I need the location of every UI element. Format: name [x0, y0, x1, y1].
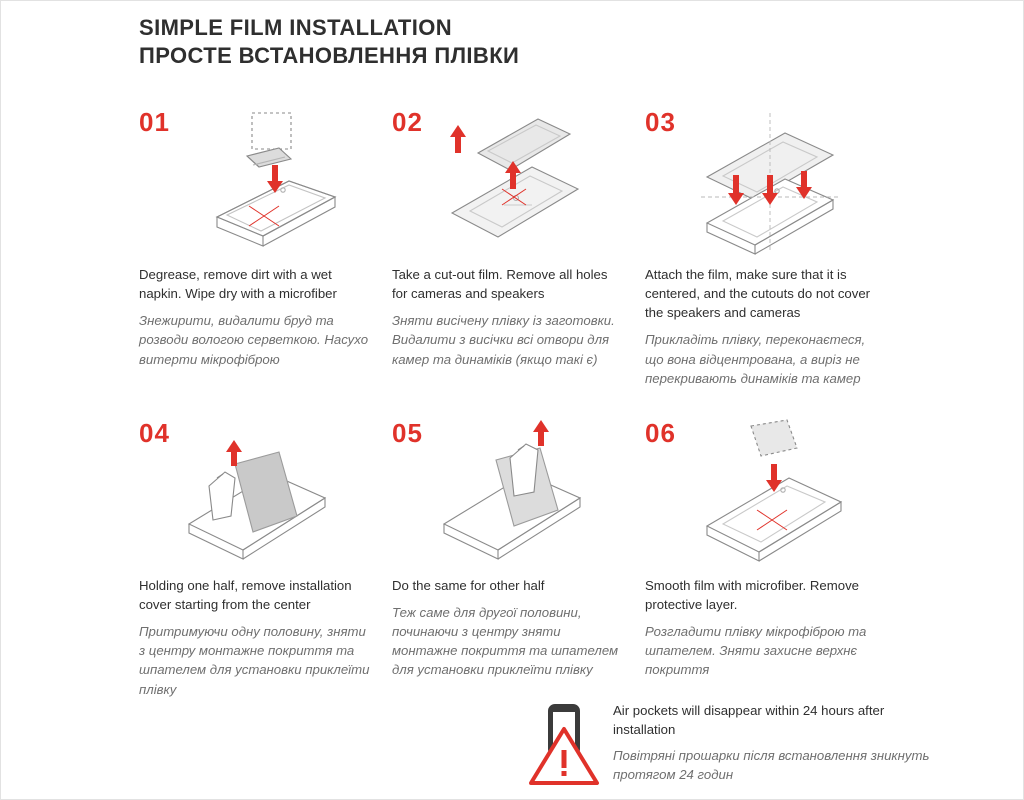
footer-text-en: Air pockets will disappear within 24 hours after installation — [613, 703, 885, 738]
step-illustration-peel-left — [139, 412, 371, 572]
step-text-uk: Знежирити, видалити бруд та розводи вологою серветкою. Насухо витерти мікрофіброю — [139, 313, 369, 367]
footer-text-uk: Повітряні прошарки після встановлення зникнуть протягом 24 годин — [613, 748, 930, 783]
step-illustration-attach — [645, 101, 877, 261]
step-illustration-degrease — [139, 101, 371, 261]
poster-header — [139, 15, 519, 69]
step-text-uk: Прикладіть плівку, переконаєтеся, що вона відцентрована, а виріз не перекривають динаміків та камер — [645, 332, 866, 386]
step-text-uk: Теж саме для другої половини, починаючи з центру зняти монтажне покриття та шпателем для установки приклеїти плівку — [392, 604, 619, 678]
step-05 — [392, 412, 624, 699]
step-01 — [139, 101, 371, 388]
step-illustration-peel-right — [392, 412, 624, 572]
footer-note — [521, 701, 941, 790]
step-04 — [139, 412, 371, 699]
step-number: 06 — [645, 417, 676, 448]
step-text-uk: Притримуючи одну половину, зняти з центру монтажне покриття та шпателем для установки приклеїти плівку — [139, 624, 370, 697]
title-english: SIMPLE FILM INSTALLATION — [139, 15, 453, 40]
step-03 — [645, 101, 877, 388]
footer-text-block — [607, 701, 941, 785]
step-text-en: Do the same for other half — [392, 577, 545, 593]
step-number: 02 — [392, 107, 423, 137]
step-illustration-smooth — [645, 412, 877, 572]
step-text-en: Smooth film with microfiber. Remove protective layer. — [645, 577, 859, 612]
warning-phone-icon — [521, 703, 607, 790]
step-number: 03 — [645, 107, 676, 137]
step-number: 05 — [392, 417, 423, 448]
step-number: 04 — [139, 417, 170, 448]
step-02 — [392, 101, 624, 388]
step-number: 01 — [139, 107, 170, 137]
step-illustration-cutouts — [392, 101, 624, 261]
steps-grid — [139, 101, 899, 699]
step-text-en: Attach the film, make sure that it is centered, and the cutouts do not cover the speakers and cameras — [645, 267, 871, 321]
step-text-en: Degrease, remove dirt with a wet napkin. Wipe dry with a microfiber — [139, 267, 337, 302]
step-text-uk: Зняти висічену плівку із заготовки. Видалити з висічки всі отвори для камер та динаміків (якщо такі є) — [392, 313, 615, 367]
step-text-uk: Розгладити плівку мікрофіброю та шпателем. Зняти захисне верхнє покриття — [645, 624, 867, 678]
step-06 — [645, 412, 877, 699]
step-text-en: Take a cut-out film. Remove all holes for cameras and speakers — [392, 267, 608, 302]
step-text-en: Holding one half, remove installation cover starting from the center — [139, 577, 352, 612]
title-ukrainian: ПРОСТЕ ВСТАНОВЛЕННЯ ПЛІВКИ — [139, 43, 520, 69]
